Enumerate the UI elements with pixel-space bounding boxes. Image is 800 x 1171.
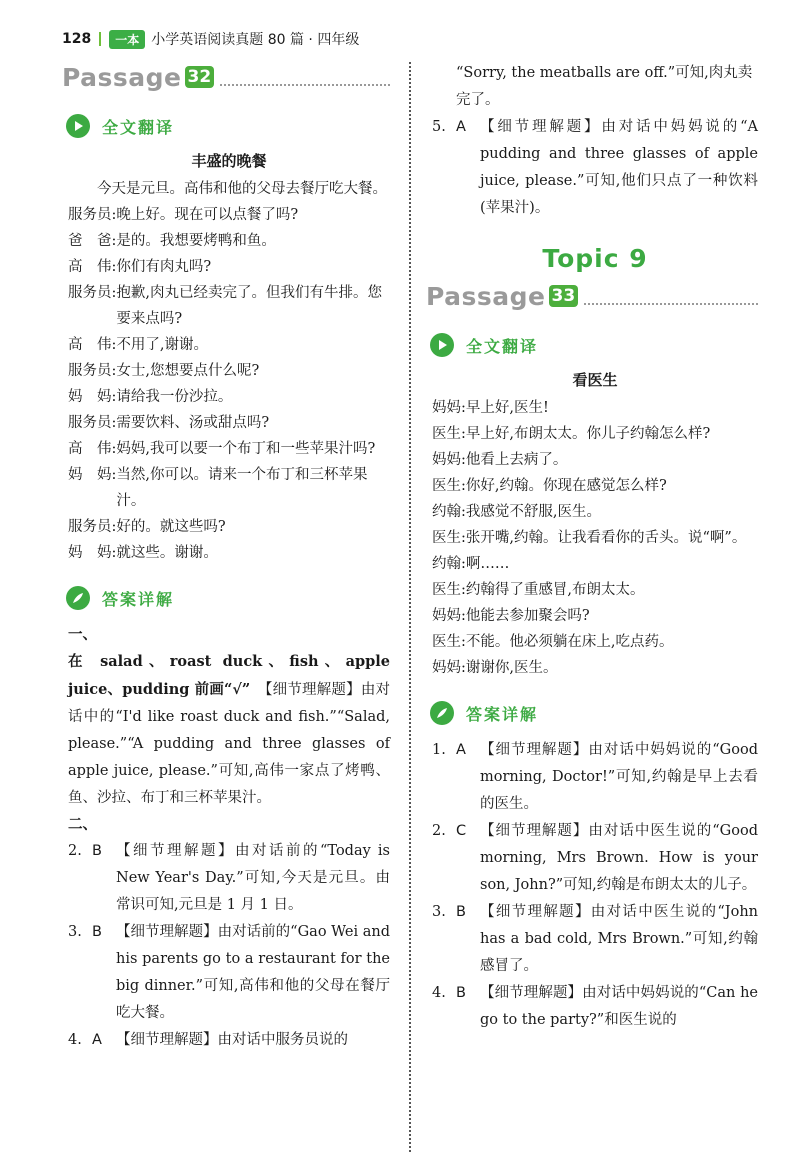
answer-item (432, 114, 758, 222)
passage-heading (426, 279, 758, 313)
book-title: 小学英语阅读真题 80 篇 · 四年级 (151, 32, 360, 48)
answer-letter: A (456, 119, 466, 135)
dialogue-line (68, 228, 390, 254)
line-text: 女士,您想要点什么呢? (116, 363, 260, 379)
answer-number: 3. (432, 904, 446, 920)
dialogue-line (68, 410, 390, 436)
part-two-heading: 二、 (68, 816, 97, 833)
answer-letter: A (92, 1032, 102, 1048)
answer-number: 2. (432, 823, 446, 839)
speaker: 妈 妈: (68, 389, 117, 405)
speaker: 高 伟: (68, 441, 117, 457)
dialogue-line (68, 462, 390, 514)
answer-icon (430, 701, 454, 725)
answers-label: 答案详解 (466, 704, 539, 724)
line-text: 不能。他必须躺在床上,吃点药。 (465, 634, 674, 650)
line-text: 好的。就这些吗? (116, 519, 226, 535)
translation-label: 全文翻译 (102, 117, 175, 137)
part-one-heading: 一、 (68, 626, 97, 643)
dialogue-line (432, 551, 758, 577)
answer-letter: B (456, 904, 466, 920)
line-text: 你们有肉丸吗? (116, 259, 212, 275)
part-one-bold: 在 salad、roast duck、fish、apple juice、pudding 前画“√” (68, 653, 390, 698)
dialogue-line (432, 525, 758, 551)
speaker: 服务员: (68, 363, 117, 379)
dialogue-line (432, 395, 758, 421)
page-header (62, 26, 359, 52)
answers-label: 答案详解 (102, 589, 175, 609)
dialogue-line (432, 447, 758, 473)
dialogue-line (68, 358, 390, 384)
passage-number: 33 (549, 285, 579, 307)
answer-item (432, 737, 758, 818)
heading-dotted-rule (584, 287, 758, 305)
line-text: 你好,约翰。你现在感觉怎么样? (465, 478, 667, 494)
passage-number: 32 (185, 66, 215, 88)
line-text: 约翰得了重感冒,布朗太太。 (465, 582, 645, 598)
answers-section-header (66, 586, 390, 610)
part-one-text: 【细节理解题】由对话中的“I'd like roast duck and fish.”“Salad, please.”“A pudding and three glasses of apple juice, please.”可知,高伟一家点了烤鸭、鱼、沙拉、布丁和三杯苹果汁。 (68, 682, 391, 806)
answer-text: 【细节理解题】由对话前的“Gao Wei and his parents go to a restaurant for the big dinner.”可知,高伟和他的父母在餐厅吃大餐。 (116, 924, 390, 1021)
line-text: 张开嘴,约翰。让我看看你的舌头。说“啊”。 (465, 530, 747, 546)
line-text: 啊…… (465, 556, 510, 572)
speaker: 妈 妈: (68, 545, 117, 561)
dialogue-line (68, 280, 390, 332)
continued-text: “Sorry, the meatballs are off.”可知,肉丸卖完了。 (456, 65, 753, 108)
dialogue-line (68, 514, 390, 540)
column-divider (409, 62, 411, 1152)
speaker: 服务员: (68, 519, 117, 535)
page-number: 128 (62, 31, 92, 47)
line-text: 抱歉,肉丸已经卖完了。但我们有牛排。您要来点吗? (116, 285, 382, 327)
topic-title: Topic 9 (542, 244, 648, 273)
dialogue-line (68, 254, 390, 280)
line-text: 早上好,布朗太太。你儿子约翰怎么样? (465, 426, 711, 442)
answer-text: 【细节理解题】由对话中妈妈说的“Good morning, Doctor!”可知,约翰是早上去看的医生。 (480, 742, 758, 812)
dialogue-line (432, 499, 758, 525)
speaker: 妈妈: (432, 660, 466, 676)
dialogue-line (68, 540, 390, 566)
dialogue-line (432, 421, 758, 447)
answer-letter: A (456, 742, 466, 758)
play-icon (66, 114, 90, 138)
answer-text: 【细节理解题】由对话前的“Today is New Year's Day.”可知,今天是元旦。由常识可知,元旦是 1 月 1 日。 (116, 843, 390, 913)
speaker: 医生: (432, 530, 466, 546)
story-title: 丰盛的晚餐 (191, 152, 267, 170)
dialogue-line (432, 603, 758, 629)
line-text: 妈妈,我可以要一个布丁和一些苹果汁吗? (116, 441, 376, 457)
dialogue-line (68, 202, 390, 228)
header-divider (99, 32, 101, 46)
dialogue-line (68, 384, 390, 410)
dialogue-line (432, 655, 758, 681)
right-column (426, 60, 758, 1034)
speaker: 服务员: (68, 415, 117, 431)
passage-word: Passage (62, 62, 182, 92)
speaker: 医生: (432, 582, 466, 598)
answer-item (68, 838, 390, 919)
story-title: 看医生 (572, 371, 618, 389)
answer-letter: C (456, 823, 467, 839)
speaker: 高 伟: (68, 259, 117, 275)
heading-dotted-rule (220, 68, 390, 86)
answer-item (432, 980, 758, 1034)
speaker: 医生: (432, 478, 466, 494)
speaker: 妈妈: (432, 452, 466, 468)
line-text: 他能去参加聚会吗? (465, 608, 590, 624)
translation-section-header (430, 333, 758, 357)
speaker: 服务员: (68, 207, 117, 223)
line-text: 需要饮料、汤或甜点吗? (116, 415, 270, 431)
dialogue (432, 395, 758, 681)
line-text: 他看上去病了。 (465, 452, 568, 468)
answer-text: 【细节理解题】由对话中妈妈说的“A pudding and three glasses of apple juice, please.”可知,他们只点了一种饮料(苹果汁)。 (480, 119, 758, 216)
speaker: 妈妈: (432, 608, 466, 624)
dialogue-line (432, 577, 758, 603)
answer-item (432, 818, 758, 899)
line-text: 我感觉不舒服,医生。 (465, 504, 601, 520)
answer-number: 3. (68, 924, 82, 940)
line-text: 就这些。谢谢。 (116, 545, 218, 561)
answer-number: 2. (68, 843, 82, 859)
speaker: 约翰: (432, 504, 466, 520)
speaker: 高 伟: (68, 337, 117, 353)
book-logo: 一本 (109, 30, 145, 49)
speaker: 妈妈: (432, 400, 466, 416)
answer-number: 4. (68, 1032, 82, 1048)
answer-item (432, 899, 758, 980)
speaker: 医生: (432, 634, 466, 650)
line-text: 当然,你可以。请来一个布丁和三杯苹果汁。 (116, 467, 368, 509)
answer-item (68, 919, 390, 1027)
dialogue-line (432, 473, 758, 499)
speaker: 服务员: (68, 285, 117, 301)
passage-word: Passage (426, 281, 546, 311)
answer-item (68, 1027, 390, 1054)
answer-number: 4. (432, 985, 446, 1001)
answer-icon (66, 586, 90, 610)
dialogue-line (432, 629, 758, 655)
speaker: 医生: (432, 426, 466, 442)
speaker: 爸 爸: (68, 233, 117, 249)
answer-text: 【细节理解题】由对话中医生说的“Good morning, Mrs Brown. How is your son, John?”可知,约翰是布朗太太的儿子。 (480, 823, 758, 893)
dialogue-line (68, 436, 390, 462)
play-icon (430, 333, 454, 357)
line-text: 早上好,医生! (465, 400, 549, 416)
answer-text: 【细节理解题】由对话中妈妈说的“Can he go to the party?”和医生说的 (480, 985, 758, 1028)
dialogue-line (68, 332, 390, 358)
line-text: 请给我一份沙拉。 (116, 389, 233, 405)
answer-text: 【细节理解题】由对话中服务员说的 (116, 1032, 348, 1048)
answers-section-header (430, 701, 758, 725)
answer-letter: B (456, 985, 466, 1001)
passage-heading (62, 60, 390, 94)
line-text: 不用了,谢谢。 (116, 337, 208, 353)
answer-letter: B (92, 924, 102, 940)
answer-letter: B (92, 843, 102, 859)
speaker: 约翰: (432, 556, 466, 572)
line-text: 谢谢你,医生。 (465, 660, 558, 676)
answer-number: 5. (432, 119, 446, 135)
translation-label: 全文翻译 (466, 336, 539, 356)
answer-text: 【细节理解题】由对话中医生说的“John has a bad cold, Mrs Brown.”可知,约翰感冒了。 (480, 904, 758, 974)
part-one-answer (68, 648, 390, 812)
dialogue (68, 202, 390, 566)
line-text: 是的。我想要烤鸭和鱼。 (116, 233, 276, 249)
speaker: 妈 妈: (68, 467, 117, 483)
story-intro: 今天是元旦。高伟和他的父母去餐厅吃大餐。 (97, 181, 387, 197)
answer-number: 1. (432, 742, 446, 758)
translation-section-header (66, 114, 390, 138)
left-column (62, 60, 391, 1054)
line-text: 晚上好。现在可以点餐了吗? (116, 207, 299, 223)
